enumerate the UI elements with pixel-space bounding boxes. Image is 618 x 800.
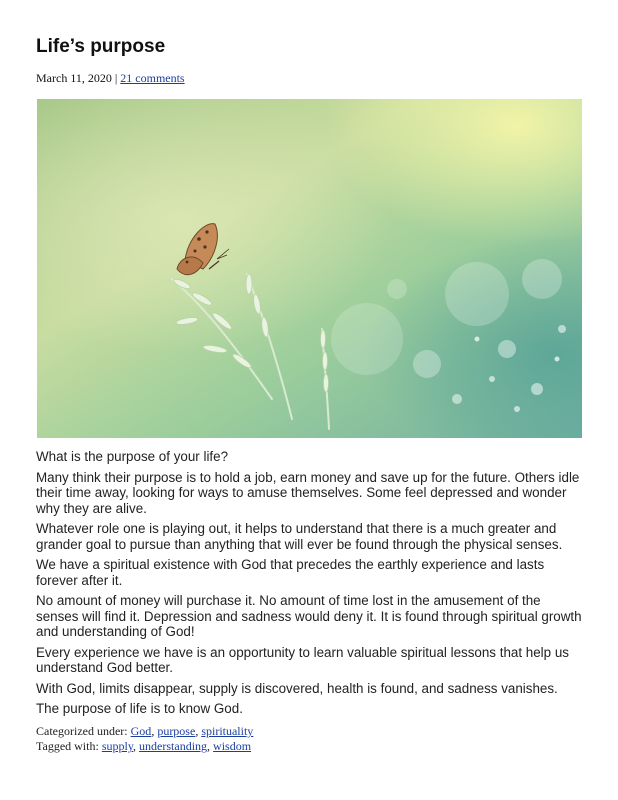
post-body xyxy=(36,449,586,722)
paragraph: What is the purpose of your life? xyxy=(36,449,229,464)
post-footer xyxy=(36,724,586,754)
list-separator: , xyxy=(133,739,140,753)
post-meta xyxy=(36,71,185,86)
post-title: Life’s purpose xyxy=(36,36,166,57)
categories-label: Categorized under: xyxy=(36,724,131,738)
meta-separator: | xyxy=(111,71,121,85)
list-separator: , xyxy=(195,724,202,738)
categories-line xyxy=(36,724,586,739)
comments-link[interactable]: 21 comments xyxy=(120,71,185,85)
paragraph: No amount of money will purchase it. No amount of time lost in the amusement of the senses will find it. Depression and sadness would deny it. It is found through spiritual growth and understanding of God! xyxy=(36,593,582,639)
tag-link-supply[interactable]: supply xyxy=(101,739,134,753)
tag-link-wisdom[interactable]: wisdom xyxy=(213,739,252,753)
tag-link-understanding[interactable]: understanding xyxy=(139,739,208,753)
paragraph: With God, limits disappear, supply is discovered, health is found, and sadness vanishes. xyxy=(36,680,558,696)
tags-label: Tagged with: xyxy=(36,739,102,753)
category-link-god[interactable]: God xyxy=(130,724,152,738)
paragraph: Whatever role one is playing out, it helps to understand that there is a much greater and grander goal to pursue than anything that will ever be found through the physical senses. xyxy=(36,521,563,552)
list-separator: , xyxy=(151,724,158,738)
list-separator: , xyxy=(207,739,214,753)
category-link-spirituality[interactable]: spirituality xyxy=(201,724,254,738)
paragraph: Many think their purpose is to hold a job, earn money and save up for the future. Others idle their time away, looking for ways to amuse themselves. Some feel depressed and wonder why they are alive. xyxy=(36,469,580,516)
category-link-purpose[interactable]: purpose xyxy=(157,724,196,738)
hero-image xyxy=(37,99,582,438)
paragraph: The purpose of life is to know God. xyxy=(36,701,243,716)
tags-line xyxy=(36,739,586,754)
paragraph: Every experience we have is an opportunity to learn valuable spiritual lessons that help us understand God better. xyxy=(36,644,569,675)
post-date: March 11, 2020 xyxy=(36,71,112,85)
paragraph: We have a spiritual existence with God that precedes the earthly experience and lasts forever after it. xyxy=(36,557,545,588)
